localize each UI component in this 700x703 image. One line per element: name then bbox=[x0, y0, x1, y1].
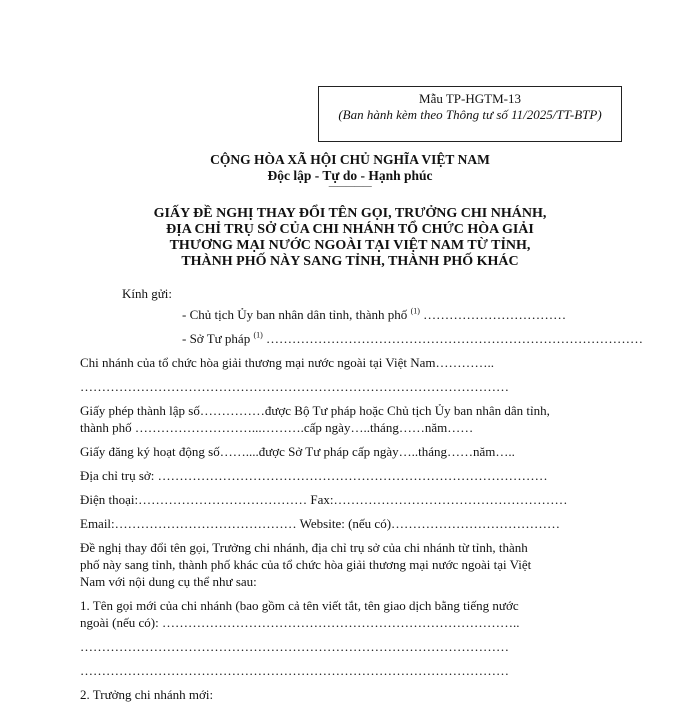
footnote-ref: (1) bbox=[253, 330, 263, 340]
phone-fax-field[interactable]: Điện thoại:………………………………… Fax:……………………………………………… bbox=[80, 492, 568, 507]
form-issued-by: (Ban hành kèm theo Thông tư số 11/2025/TT-BTP) bbox=[338, 107, 602, 122]
new-branch-name-field[interactable]: ngoài (nếu có): ……………………………………………………………………….. bbox=[80, 615, 520, 630]
form-code-box bbox=[318, 86, 622, 142]
branch-name-field[interactable]: Chi nhánh của tổ chức hòa giải thương mại nước ngoài tại Việt Nam………….. bbox=[80, 355, 495, 370]
section-2-heading: 2. Trưởng chi nhánh mới: bbox=[80, 687, 214, 702]
license-number-field[interactable]: Giấy phép thành lập số……………được Bộ Tư pháp hoặc Chủ tịch Ủy ban nhân dân tỉnh, bbox=[80, 403, 550, 418]
title-line-2: ĐỊA CHỈ TRỤ SỞ CỦA CHI NHÁNH TỔ CHỨC HÒA GIẢI bbox=[166, 222, 534, 237]
recipient-chair-label: - Chủ tịch Ủy ban nhân dân tỉnh, thành phố bbox=[182, 307, 408, 322]
national-title: CỘNG HÒA XÃ HỘI CHỦ NGHĨA VIỆT NAM bbox=[210, 152, 490, 167]
header-rule: ————— bbox=[328, 181, 372, 191]
request-line-3: Nam với nội dung cụ thể như sau: bbox=[80, 574, 257, 589]
national-motto: Độc lập - Tự do - Hạnh phúc bbox=[267, 168, 433, 183]
title-line-1: GIẤY ĐỀ NGHỊ THAY ĐỔI TÊN GỌI, TRƯỞNG CHI NHÁNH, bbox=[153, 206, 547, 221]
new-branch-name-blank-1[interactable]: ……………………………………………………………………………………… bbox=[80, 639, 509, 654]
recipient-chair bbox=[182, 307, 566, 323]
new-branch-name-blank-2[interactable]: ……………………………………………………………………………………… bbox=[80, 663, 509, 678]
recipient-chair-blank[interactable]: …………………………… bbox=[423, 307, 567, 322]
form-code: Mẫu TP-HGTM-13 bbox=[419, 91, 521, 106]
address-field[interactable]: Địa chỉ trụ sở: ……………………………………………………………………………… bbox=[80, 468, 548, 483]
registration-field[interactable]: Giấy đăng ký hoạt động số……....được Sở Tư pháp cấp ngày…..tháng……năm….. bbox=[80, 444, 515, 459]
recipient-justice-label: - Sở Tư pháp bbox=[182, 331, 251, 346]
recipient-justice bbox=[182, 331, 643, 347]
title-line-4: THÀNH PHỐ NÀY SANG TỈNH, THÀNH PHỐ KHÁC bbox=[181, 254, 519, 269]
document-title bbox=[90, 206, 610, 270]
title-line-3: THƯƠNG MẠI NƯỚC NGOÀI TẠI VIỆT NAM TỪ TỈNH, bbox=[169, 238, 531, 253]
email-website-field[interactable]: Email:…………………………………… Website: (nếu có)………………………………… bbox=[80, 516, 561, 531]
branch-name-continuation[interactable]: ……………………………………………………………………………………… bbox=[80, 379, 509, 394]
greeting: Kính gửi: bbox=[122, 286, 173, 301]
section-1-heading: 1. Tên gọi mới của chi nhánh (bao gồm cả tên viết tắt, tên giao dịch bằng tiếng nước bbox=[80, 598, 519, 613]
recipient-justice-blank[interactable]: …………………………………………………………………………… bbox=[266, 331, 644, 346]
request-line-1: Đề nghị thay đổi tên gọi, Trưởng chi nhánh, địa chỉ trụ sở của chi nhánh từ tỉnh, thành bbox=[80, 540, 528, 555]
request-line-2: phố này sang tỉnh, thành phố khác của tổ chức hòa giải thương mại nước ngoài tại Việt bbox=[80, 557, 532, 572]
license-issuer-field[interactable]: thành phố ………………………...……….cấp ngày…..tháng……năm…… bbox=[80, 420, 474, 435]
footnote-ref: (1) bbox=[410, 306, 420, 316]
